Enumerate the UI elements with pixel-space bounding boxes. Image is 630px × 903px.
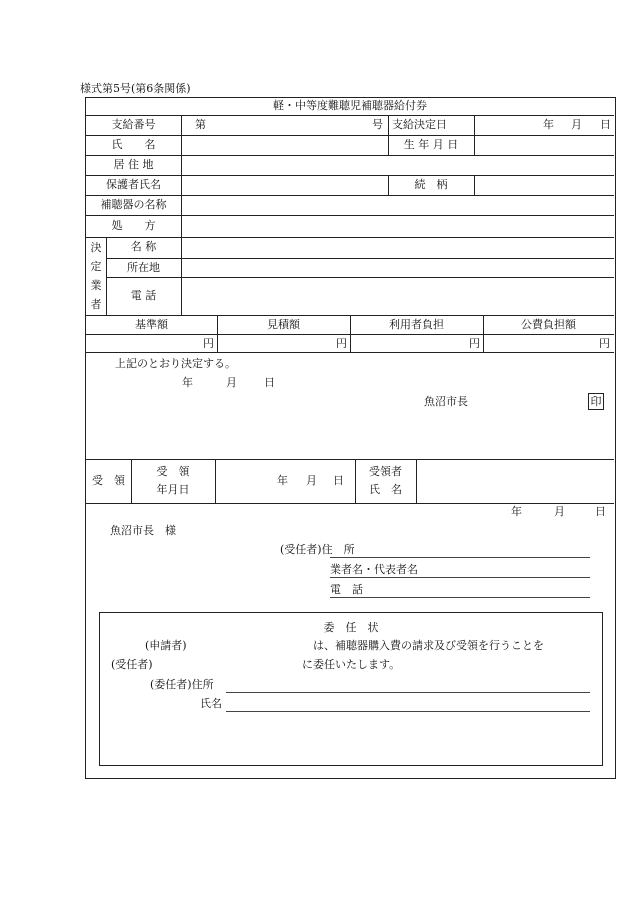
decision-text: 上記のとおり決定する。 [115, 357, 236, 370]
delegation-name: 氏名 [200, 697, 222, 710]
name-label: 氏 名 [111, 138, 156, 151]
address-label: 居 住 地 [113, 158, 154, 171]
mayor-label: 魚沼市長 [424, 395, 468, 408]
request-year: 年 [511, 505, 522, 518]
receiver-label-1: 受領者 [369, 465, 402, 478]
birthdate-label: 生 年 月 日 [403, 138, 459, 151]
company-label: 業者名・代表者名 [330, 563, 418, 576]
relation-label: 続 柄 [414, 178, 448, 191]
decision-date-year: 年 [543, 118, 554, 131]
amount-header-user-share: 利用者負担 [389, 318, 444, 331]
receipt-label: 受 領 [92, 474, 125, 487]
receipt-year: 年 [277, 474, 288, 487]
delegation-proxy: (受任者) [111, 658, 153, 671]
decision-date-label: 支給決定日 [392, 118, 447, 131]
decision-month: 月 [226, 376, 237, 389]
addressee-label: 魚沼市長 様 [110, 524, 176, 537]
device-label: 補聴器の名称 [100, 198, 167, 211]
seal-box: 印 [588, 393, 604, 410]
delegation-address: (委任者)住所 [150, 678, 214, 691]
receipt-day: 日 [333, 474, 344, 487]
amount-header-standard: 基準額 [135, 318, 168, 331]
vendor-name-label: 名 称 [130, 240, 157, 253]
amount-unit-4: 円 [599, 337, 610, 350]
decision-date-month: 月 [571, 118, 582, 131]
vendor-label: 決定業者 [90, 241, 102, 311]
proxy-address-label: (受任者)住 所 [280, 543, 355, 556]
amount-unit-1: 円 [203, 337, 214, 350]
delegation-title: 委 任 状 [323, 621, 379, 634]
decision-year: 年 [182, 376, 193, 389]
delegation-applicant: (申請者) [145, 639, 187, 652]
decision-date-day: 日 [600, 118, 611, 131]
delegation-line2: に委任いたします。 [302, 658, 401, 671]
payment-number-label: 支給番号 [111, 118, 156, 131]
receipt-date-label-1: 受 領 [156, 465, 190, 478]
vendor-location-label: 所在地 [127, 261, 160, 274]
receipt-date-label-2: 年月日 [156, 483, 190, 496]
receipt-month: 月 [306, 474, 317, 487]
request-month: 月 [554, 505, 565, 518]
amount-unit-3: 円 [469, 337, 480, 350]
decision-day: 日 [264, 376, 275, 389]
request-day: 日 [595, 505, 606, 518]
form-number: 様式第5号(第6条関係) [80, 82, 191, 95]
receiver-label-2: 氏 名 [369, 483, 402, 496]
guardian-label: 保護者氏名 [106, 178, 161, 191]
payment-number-dai: 第 [195, 118, 206, 131]
amount-unit-2: 円 [336, 337, 347, 350]
amount-header-public-share: 公費負担額 [521, 318, 576, 331]
phone-label: 電 話 [330, 583, 363, 596]
prescription-label: 処 方 [111, 219, 156, 232]
vendor-phone-label: 電 話 [130, 289, 157, 302]
form-title: 軽・中等度難聴児補聴器給付券 [273, 99, 427, 112]
delegation-line1: は、補聴器購入費の請求及び受領を行うことを [313, 639, 544, 652]
amount-header-estimate: 見積額 [267, 318, 300, 331]
payment-number-go: 号 [372, 118, 383, 131]
